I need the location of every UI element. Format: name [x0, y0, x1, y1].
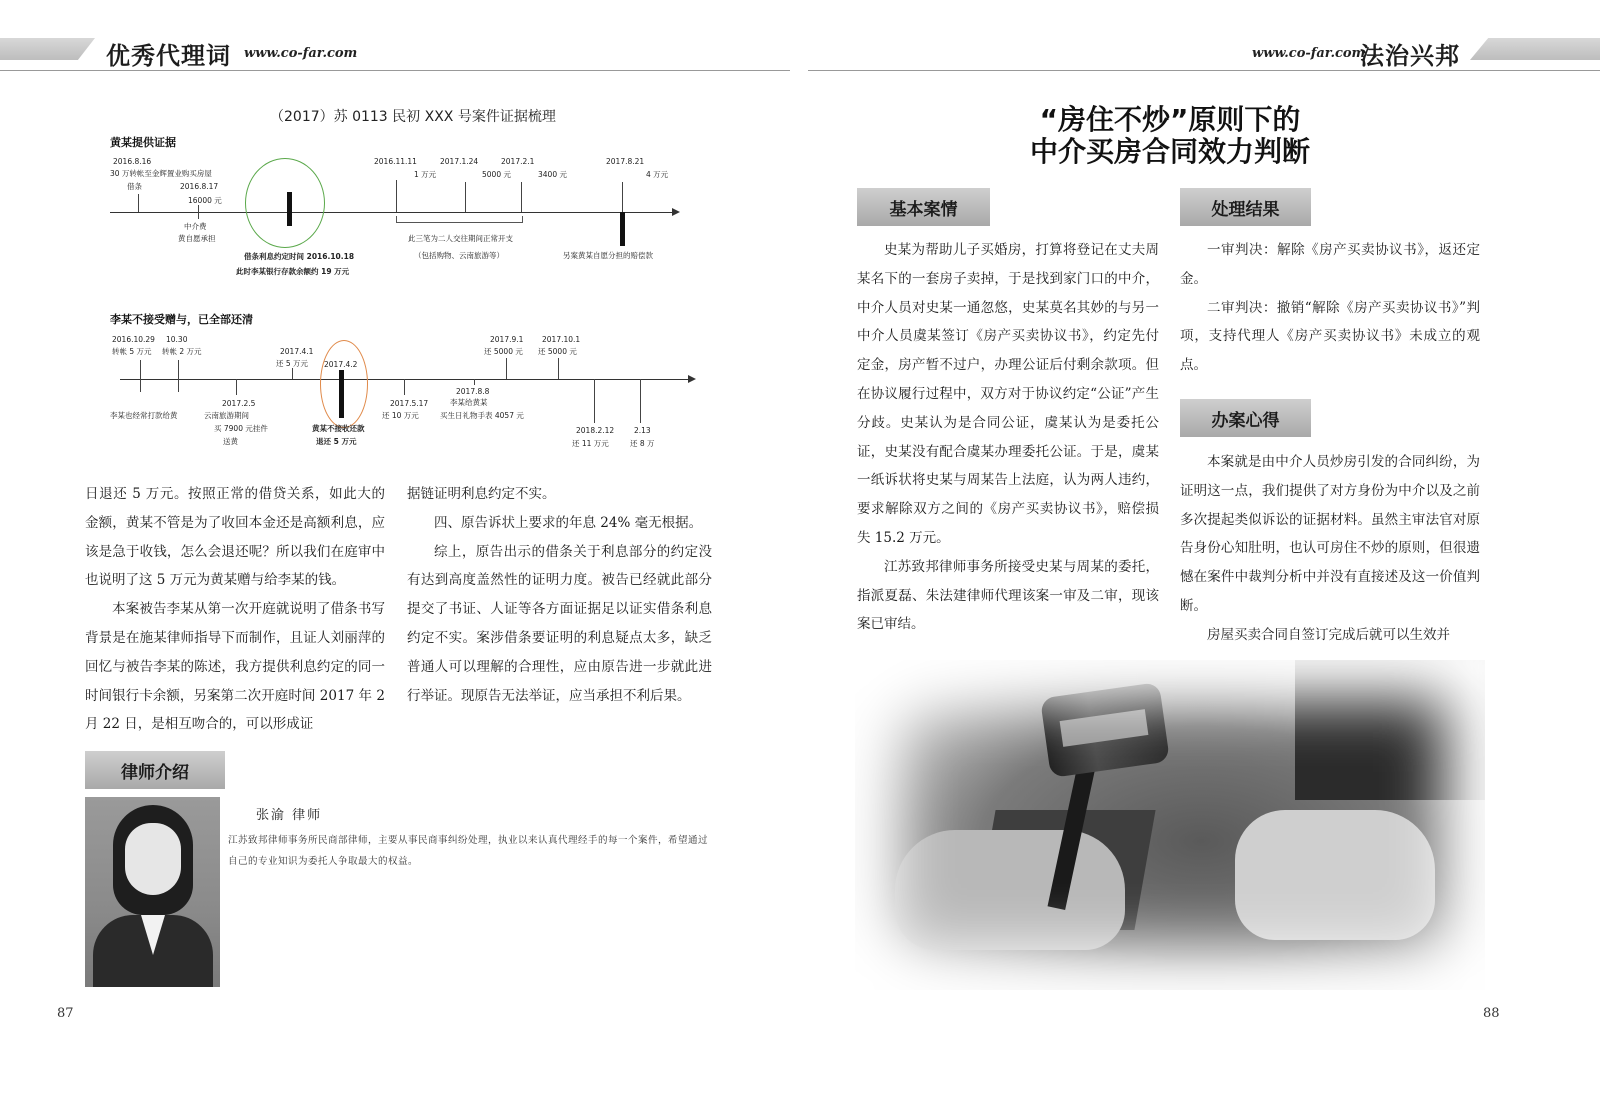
lawyer-photo	[85, 797, 220, 987]
article-title-line1: “房住不炒”原则下的	[1039, 103, 1301, 136]
e11-tick	[640, 379, 641, 423]
basic-case-column	[857, 236, 1159, 639]
e5-desc2: 退还 5 万元	[316, 437, 357, 446]
e5-desc1: 黄某不接收还款	[312, 424, 365, 433]
e4-desc: 还 5 万元	[276, 359, 309, 368]
e2-tick	[178, 360, 179, 392]
t2-date: 2016.8.17	[180, 182, 219, 191]
lawyer-photo-face	[125, 823, 181, 895]
gavel-photo-vignette	[855, 660, 1485, 990]
brace-desc1: 此三笔为二人交往期间正常开支	[408, 234, 513, 243]
experience-label: 办案心得	[1180, 399, 1311, 437]
t2-desc2: 黄自愿承担	[178, 234, 216, 243]
e9-desc: 还 5000 元	[538, 347, 577, 356]
e5-date: 2017.4.2	[324, 360, 358, 369]
t7-tick	[622, 182, 623, 212]
highlight-circle-green	[245, 158, 325, 248]
e1-tick	[140, 360, 141, 392]
e8-date: 2017.9.1	[490, 335, 524, 344]
header-left-rule	[0, 70, 790, 71]
t1-tick	[138, 194, 139, 212]
t2-tick	[198, 205, 199, 219]
timeline-section2-heading: 李某不接受赠与，已全部还清	[110, 313, 253, 326]
e3-desc2: 买 7900 元挂件	[214, 424, 268, 433]
e11-date: 2.13	[634, 426, 651, 435]
timeline-axis-1	[110, 212, 672, 213]
t6-date: 2017.2.1	[501, 157, 535, 166]
t2-amount: 16000 元	[188, 196, 222, 205]
left-col2-paragraph-2: 四、原告诉状上要求的年息 24% 毫无根据。	[434, 514, 703, 531]
experience-column	[1180, 448, 1480, 650]
e9-date: 2017.10.1	[542, 335, 581, 344]
e5-down-bar	[339, 370, 344, 418]
header-left-url: www.co-far.com	[244, 46, 358, 61]
t4-tick	[396, 180, 397, 212]
e12-desc: 李某也经常打款给黄	[110, 411, 178, 420]
t2-desc1: 中介费	[184, 222, 207, 231]
e3-desc3: 送黄	[223, 437, 238, 446]
t3-down-bar	[287, 192, 292, 226]
article-title-line2: 中介买房合同效力判断	[1029, 135, 1310, 168]
e10-desc: 还 11 万元	[572, 439, 609, 448]
t5-amount: 5000 元	[482, 170, 511, 179]
lawyer-description: 江苏致邦律师事务所民商部律师，主要从事民商事纠纷处理，执业以来认真代理经手的每一个案件，希望通过自己的专业知识为委托人争取最大的权益。	[228, 835, 709, 867]
e6-date: 2017.5.17	[390, 399, 429, 408]
e4-tick	[292, 368, 293, 379]
header-bar-left-decor	[0, 38, 95, 60]
left-column-1	[85, 480, 385, 739]
gavel-photo	[855, 660, 1485, 990]
result-paragraph-1: 一审判决：解除《房产买卖协议书》，返还定金。	[1180, 242, 1480, 287]
left-col2-paragraph-3: 综上，原告出示的借条关于利息部分的约定没有达到高度盖然性的证明力度。被告已经就此部分提交了书证、人证等各方面证据足以证实借条利息约定不实。案涉借条要证明的利息疑点太多，缺乏普通人可以理解的合理性，应由原告进一步就此进行举证。现原告无法举证，应当承担不利后果。	[407, 543, 712, 704]
e10-tick	[594, 379, 595, 423]
e3-date: 2017.2.5	[222, 399, 256, 408]
basic-case-paragraph-2: 江苏致邦律师事务所接受史某与周某的委托，指派夏磊、朱法建律师代理该案一审及二审，现该案已审结。	[857, 558, 1159, 633]
header-left-title: 优秀代理词	[106, 42, 231, 70]
e9-tick	[558, 358, 559, 379]
e2-date: 10.30	[166, 335, 188, 344]
e1-date: 2016.10.29	[112, 335, 155, 344]
result-paragraph-2: 二审判决：撤销“解除《房产买卖协议书》”判项，支持代理人《房产买卖协议书》未成立的观点。	[1180, 299, 1480, 374]
t7-amount: 4 万元	[646, 170, 669, 179]
t5-tick	[465, 182, 466, 212]
e2-desc: 转帐 2 万元	[162, 347, 202, 356]
e4-date: 2017.4.1	[280, 347, 314, 356]
header-right-rule	[808, 70, 1600, 71]
timeline-arrowhead-2	[688, 375, 696, 383]
header-bar-right-decor	[1470, 38, 1600, 60]
e7-tick	[474, 379, 475, 385]
experience-paragraph-2: 房屋买卖合同自签订完成后就可以生效并	[1207, 626, 1450, 643]
result-column	[1180, 236, 1480, 380]
basic-case-label: 基本案情	[857, 188, 990, 226]
left-col1-paragraph-1: 日退还 5 万元。按照正常的借贷关系，如此大的金额，黄某不管是为了收回本金还是高额利息，应该是急于收钱，怎么会退还呢？所以我们在庭审中也说明了这 5 万元为黄某赠与给李某的钱。	[85, 486, 385, 589]
timeline-arrowhead-1	[672, 208, 680, 216]
t3-line1: 借条利息约定时间 2016.10.18	[244, 252, 355, 261]
t5-date: 2017.1.24	[440, 157, 479, 166]
highlight-circle-orange	[320, 340, 368, 428]
t6-tick	[521, 182, 522, 212]
lawyer-name: 张渝 律师	[256, 808, 323, 823]
e1-desc: 转帐 5 万元	[112, 347, 152, 356]
t4-amount: 1 万元	[414, 170, 437, 179]
e3-desc1: 云南旅游期间	[204, 411, 249, 420]
t6-amount: 3400 元	[538, 170, 567, 179]
e7-date: 2017.8.8	[456, 387, 490, 396]
result-label: 处理结果	[1180, 188, 1311, 226]
left-col1-paragraph-2: 本案被告李某从第一次开庭就说明了借条书写背景是在施某律师指导下而制作，且证人刘丽萍的回忆与被告李某的陈述，我方提供利息约定的同一时间银行卡余额，另案第二次开庭时间 2017 年 2 月 22 日，是相互吻合的，可以形成证	[85, 601, 385, 733]
t1-desc: 30 万转帐至金辉置业购买房屋	[110, 169, 212, 178]
t4-date: 2016.11.11	[374, 157, 417, 166]
t7-date: 2017.8.21	[606, 157, 645, 166]
t1-sub: 借条	[127, 182, 142, 191]
t7-up-bar	[620, 212, 625, 246]
header-right-url: www.co-far.com	[1252, 46, 1366, 61]
e8-desc: 还 5000 元	[484, 347, 523, 356]
left-col2-paragraph-1: 据链证明利息约定不实。	[407, 486, 556, 502]
e6-desc: 还 10 万元	[382, 411, 419, 420]
t1-date: 2016.8.16	[113, 157, 152, 166]
e3-tick	[236, 379, 237, 395]
brace-desc2: （包括购物、云南旅游等）	[414, 251, 504, 260]
header-right-title: 法治兴邦	[1360, 42, 1460, 70]
e6-tick	[404, 379, 405, 395]
e10-date: 2018.2.12	[576, 426, 615, 435]
timeline-section1-heading: 黄某提供证据	[110, 136, 176, 149]
left-column-2	[407, 480, 712, 710]
page-number-right: 88	[1483, 1006, 1500, 1021]
timeline-title: （2017）苏 0113 民初 XXX 号案件证据梳理	[270, 109, 556, 125]
e7-desc1: 李某给黄某	[450, 398, 488, 407]
e7-desc2: 买生日礼物手表 4057 元	[440, 411, 524, 420]
t3-line2: 此时李某银行存款余额约 19 万元	[236, 267, 350, 276]
e8-tick	[506, 358, 507, 379]
experience-paragraph-1: 本案就是由中介人员炒房引发的合同纠纷，为证明这一点，我们提供了对方身份为中介以及之前多次提起类似诉讼的证据材料。虽然主审法官对原告身份心知肚明，也认可房住不炒的原则，但很遗憾在案件中裁判分析中并没有直接述及这一价值判断。	[1180, 454, 1480, 614]
lawyer-intro-label: 律师介绍	[85, 751, 225, 789]
t7-desc: 另案黄某自愿分担的赔偿款	[563, 251, 653, 260]
page-number-left: 87	[57, 1006, 74, 1021]
t456-brace	[396, 216, 523, 223]
basic-case-paragraph-1: 史某为帮助儿子买婚房，打算将登记在丈夫周某名下的一套房子卖掉，于是找到家门口的中介，中介人员对史某一通忽悠，史某莫名其妙的与另一中介人员虞某签订《房产买卖协议书》，约定先付定金，房产暂不过户，办理公证后付剩余款项。但在协议履行过程中，双方对于协议约定“公证”产生分歧。史某认为是合同公证，虞某认为是委托公证，史某没有配合虞某办理委托公证。于是，虞某一纸诉状将史某与周某告上法庭，认为两人违约，要求解除双方之间的《房产买卖协议书》，赔偿损失 15.2 万元。	[857, 242, 1159, 546]
e11-desc: 还 8 万	[630, 439, 655, 448]
